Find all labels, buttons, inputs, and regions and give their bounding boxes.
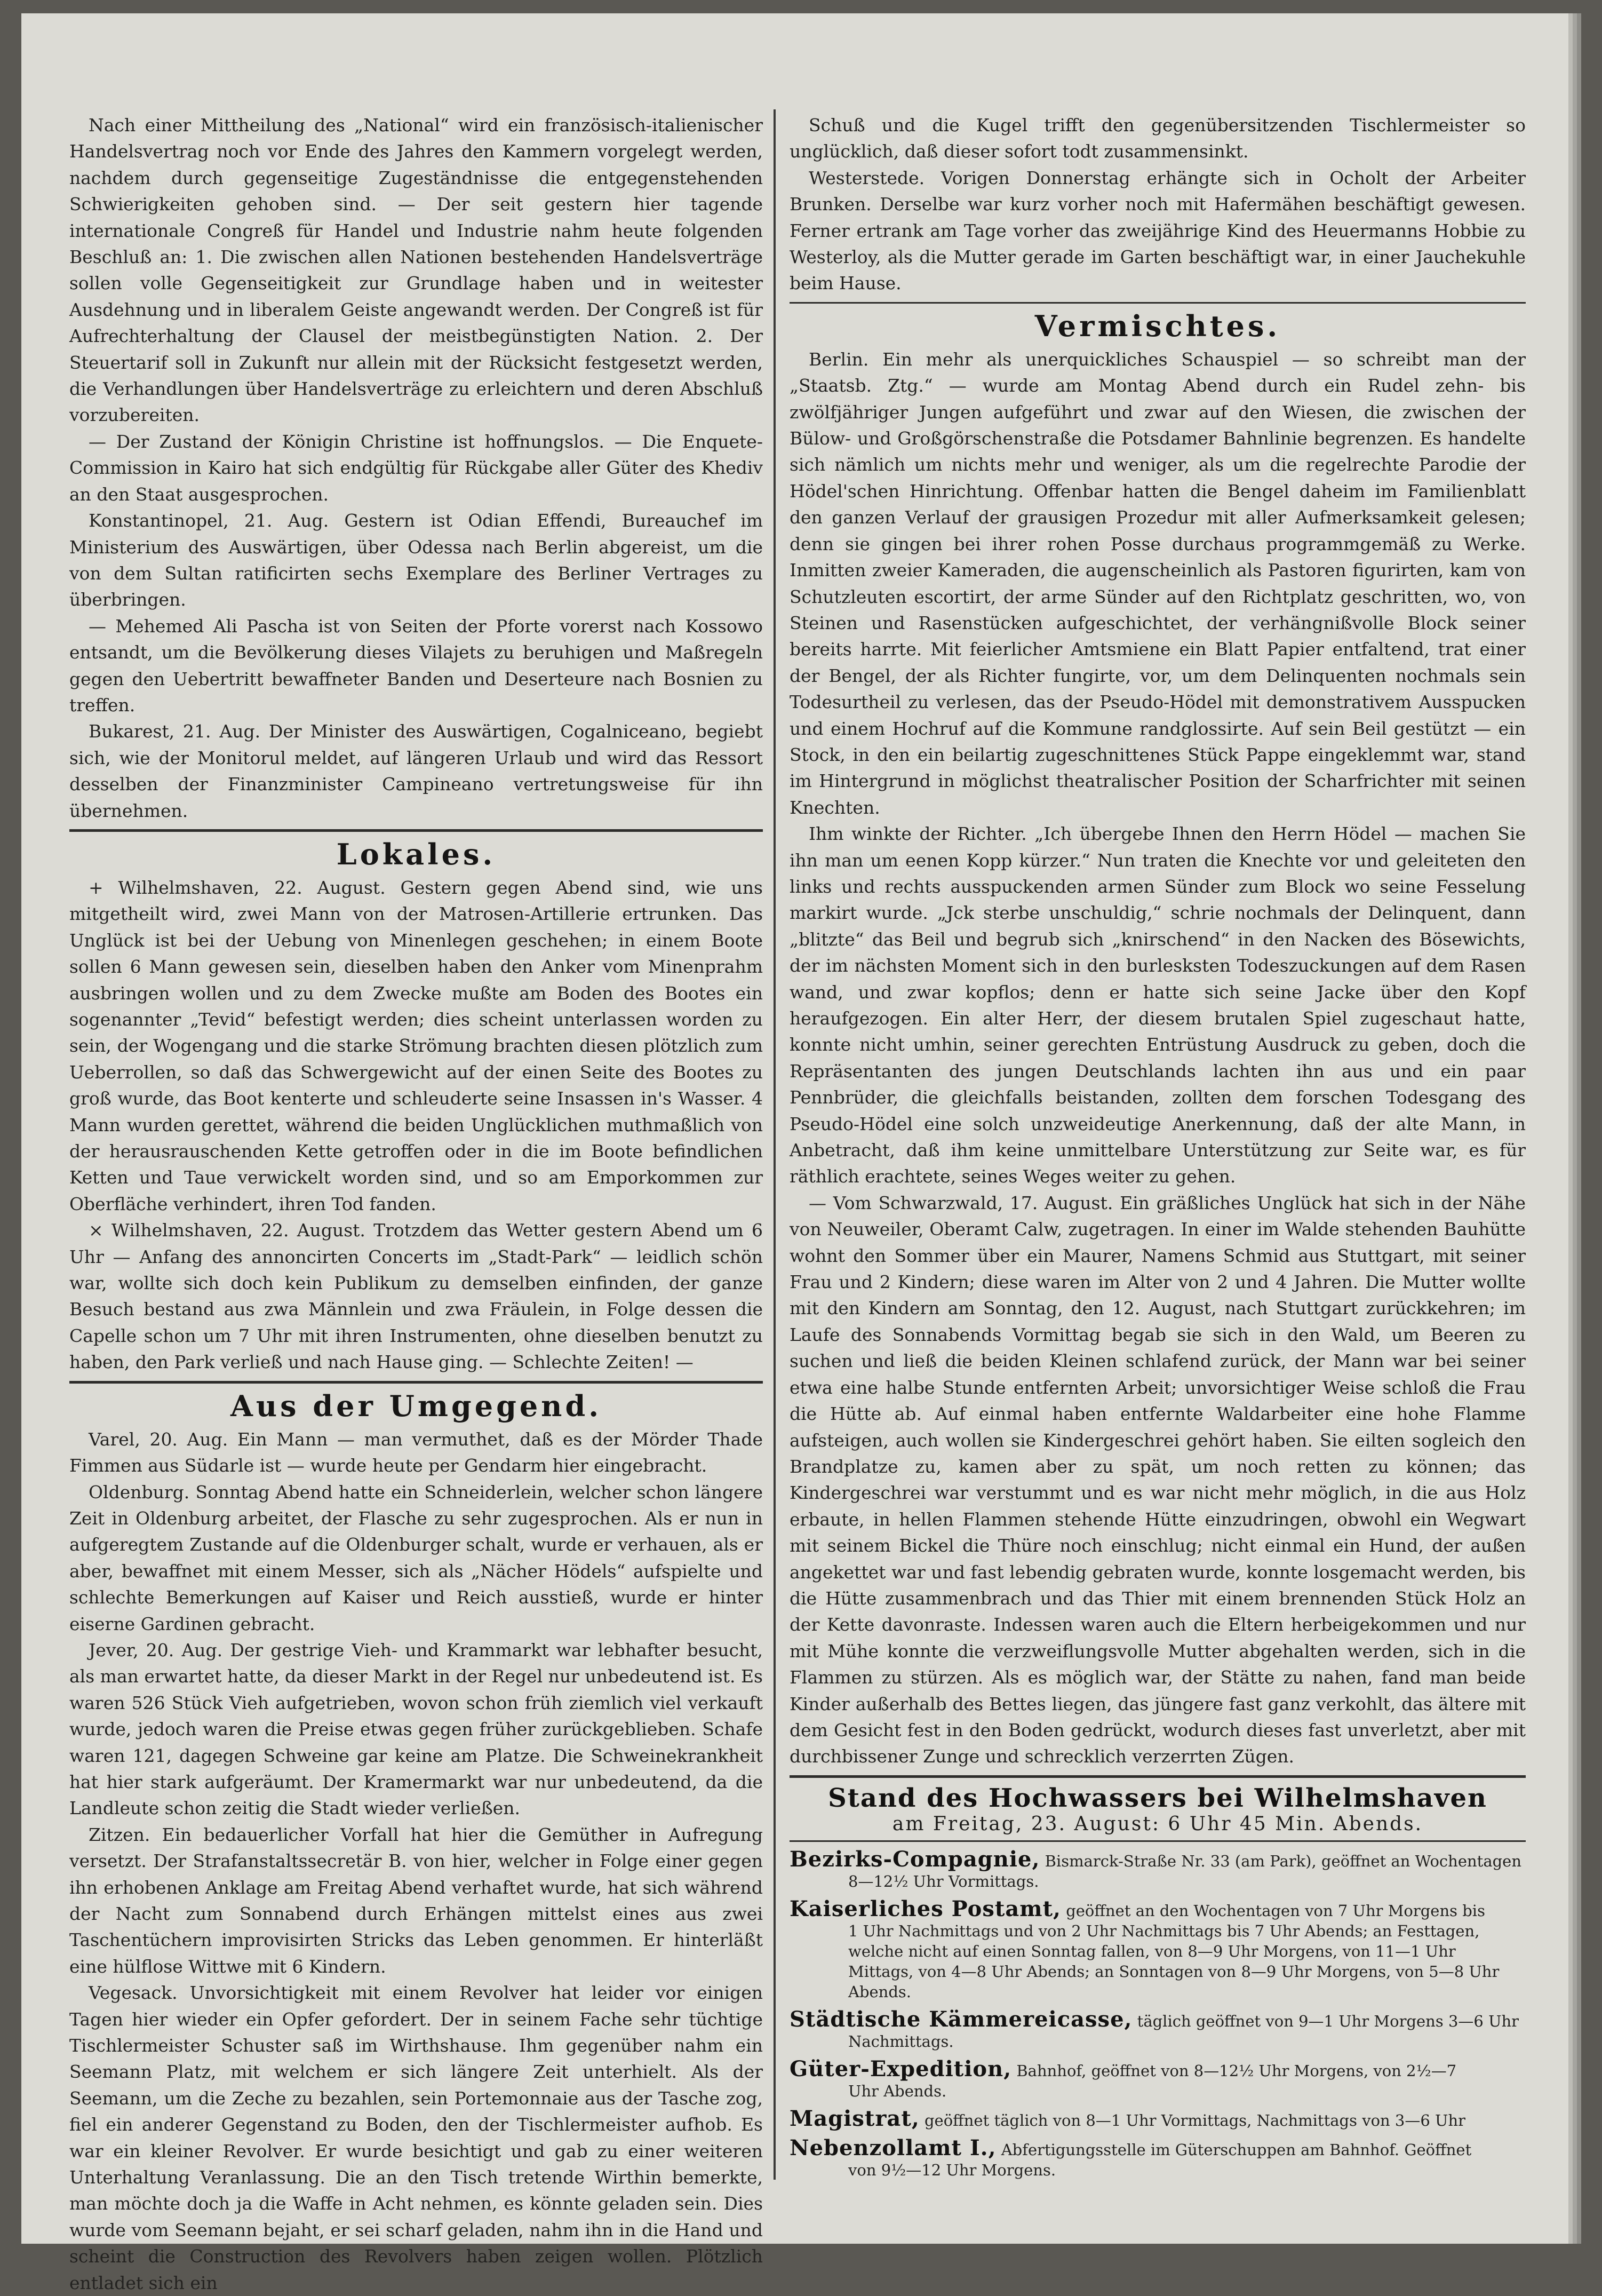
column-divider (774, 109, 776, 2180)
article-paragraph: × Wilhelmshaven, 22. August. Trotzdem das Wetter gestern Abend um 6 Uhr — Anfang des annoncirten Concerts im „Stadt-Park“ — leidlich schön war, wollte sich doch kein Publikum zu demselben einfinden, der ganze Besuch bestand aus zwa Männlein und zwa Fräulein, in Folge dessen die Capelle schon um 7 Uhr mit ihren Instrumenten, ohne dieselben benutzt zu haben, den Park verließ und nach Hause ging. — Schlechte Zeiten! — (69, 1220, 763, 1373)
office-name: Magistrat, (790, 2106, 920, 2131)
article-paragraph: — Vom Schwarzwald, 17. August. Ein gräßliches Unglück hat sich in der Nähe von Neuweiler, Oberamt Calw, zugetragen. In einer im Walde stehenden Bauhütte wohnt den Sommer über ein Maurer, Namens Schmid aus Stuttgart, mit seiner Frau und 2 Kindern; diese waren im Alter von 2 und 4 Jahren. Die Mutter wollte mit den Kindern am Sonntag, den 12. August, nach Stuttgart zurückkehren; im Laufe des Sonnabends Vormittag begab sie sich in den Wald, um Beeren zu suchen und ließ die beiden Kleinen schlafend zurück, der Mann war bei seiner etwa eine halbe Stunde entfernten Arbeit; unvorsichtiger Weise schloß die Frau die Hütte ab. Auf einmal haben entfernte Waldarbeiter eine hohe Flamme aufsteigen, auch wollen sie Kindergeschrei gehört haben. Sie eilten sogleich den Brandplatze zu, kamen aber zu spät, um noch retten zu können; das Kindergeschrei war verstummt und es war nicht mehr möglich, in die aus Holz erbaute, in hellen Flammen stehende Hütte einzudringen, obwohl ein Wegwart mit seinem Bickel die Thüre noch einschlug; nicht einmal ein Hund, der außen angekettet war und fast lebendig gebraten wurde, konnte losgemacht werden, bis die Hütte zusammenbrach und das Thier mit einem brennenden Stück Holz an der Kette davonraste. Indessen waren auch die Eltern herbeigekommen und nur mit Mühe konnte die verzweiflungsvolle Mutter abgehalten werden, sich in die Flammen zu stürzen. Als es möglich war, der Stätte zu nahen, fand man beide Kinder außerhalb des Bettes liegen, das jüngere fast ganz verkohlt, das ältere mit dem Gesicht fest in den Boden gedrückt, wodurch dieses fast unverletzt, aber mit durchbissener Zunge und schrecklich verzerrten Zügen. (790, 1192, 1526, 1767)
office-hours: Nachmittags. (848, 2032, 954, 2051)
office-entry-postamt (790, 1896, 1526, 2002)
office-hours: Uhr Abends. (848, 2082, 947, 2100)
hochwasser-subtitle: am Freitag, 23. August: 6 Uhr 45 Min. Abends. (892, 1813, 1423, 1835)
office-hours: Abfertigungsstelle im Güterschuppen am Bahnhof. Geöffnet (1001, 2140, 1472, 2159)
article-paragraph: Oldenburg. Sonntag Abend hatte ein Schneiderlein, welcher schon längere Zeit in Oldenburg arbeitet, der Flasche zu sehr zugesprochen. Als er nun in aufgeregtem Zustande auf die Oldenburger schalt, wurde er verhauen, als er aber, bewaffnet mit einem Messer, sich als „Nächer Hödels“ aufspielte und schlechte Bemerkungen auf Kaiser und Reich ausstieß, wurde er hinter eiserne Gardinen gebracht. (69, 1481, 763, 1634)
office-entry-bezirks-compagnie (790, 1846, 1526, 1892)
article-paragraph: — Der Zustand der Königin Christine ist hoffnungslos. — Die Enquete-Commission in Kairo hat sich endgültig für Rückgabe aller Güter des Khediv an den Staat ausgesprochen. (69, 431, 763, 505)
office-hours: von 9½—12 Uhr Morgens. (848, 2160, 1056, 2179)
article-paragraph: Bukarest, 21. Aug. Der Minister des Auswärtigen, Cogalniceano, begiebt sich, wie der Monitorul meldet, auf längeren Urlaub und wird das Ressort desselben der Finanzminister Campineano vertretungsweise für ihn übernehmen. (69, 721, 763, 821)
office-name: Kaiserliches Postamt, (790, 1896, 1061, 1921)
office-name: Nebenzollamt I., (790, 2135, 997, 2160)
office-entry-kaemmereicasse (790, 2006, 1526, 2052)
section-rule (69, 829, 763, 832)
office-name: Güter-Expedition, (790, 2056, 1012, 2082)
lokales-heading: Lokales. (336, 837, 496, 871)
article-paragraph: Schuß und die Kugel trifft den gegenübersitzenden Tischlermeister so unglücklich, daß dieser sofort todt zusammensinkt. (790, 115, 1526, 162)
office-name: Bezirks-Compagnie, (790, 1846, 1040, 1872)
office-hours: geöffnet täglich von 8—1 Uhr Vormittags, Nachmittags von 3—6 Uhr (924, 2111, 1466, 2130)
section-rule (790, 1840, 1526, 1842)
left-column (69, 112, 763, 2296)
office-name: Städtische Kämmereicasse, (790, 2006, 1133, 2032)
office-entry-magistrat (790, 2106, 1526, 2131)
office-hours: 8—12½ Uhr Vormittags. (848, 1872, 1039, 1890)
article-paragraph: Vegesack. Unvorsichtigkeit mit einem Revolver hat leider vor einigen Tagen hier wieder ein Opfer gefordert. Der in seinem Fache sehr tüchtige Tischlermeister Schuster saß im Wirthshause. Ihm gegenüber nahm ein Seemann Platz, mit welchem er sich längere Zeit unterhielt. Als der Seemann, um die Zeche zu bezahlen, sein Portemonnaie aus der Tasche zog, fiel ein anderer Gegenstand zu Boden, den der Tischlermeister aufhob. Es war ein kleiner Revolver. Er wurde besichtigt und gab zu einer weiteren Unterhaltung Veranlassung. Die an den Tisch tretende Wirthin bemerkte, man möchte doch ja die Waffe in Acht nehmen, es könnte geladen sein. Dies wurde vom Seemann bejaht, er sei scharf geladen, nahm ihn in die Hand und scheint die Construction des Revolvers haben zeigen wollen. Plötzlich entladet sich ein (69, 1982, 763, 2293)
hochwasser-title: Stand des Hochwassers bei Wilhelmshaven (828, 1783, 1487, 1813)
office-entry-nebenzollamt (790, 2135, 1526, 2180)
office-hours: geöffnet an den Wochentagen von 7 Uhr Morgens bis (1066, 1901, 1485, 1920)
section-rule (69, 1381, 763, 1384)
section-rule (790, 1775, 1526, 1778)
office-hours: Bismarck-Straße Nr. 33 (am Park), geöffnet an Wochentagen (1045, 1852, 1522, 1870)
article-paragraph: Zitzen. Ein bedauerlicher Vorfall hat hier die Gemüther in Aufregung versetzt. Der Strafanstaltssecretär B. von hier, welcher in Folge einer gegen ihn erhobenen Anklage am Freitag Abend verhaftet wurde, hat sich während der Nacht zum Sonnabend durch Erhängen mittelst eines aus zwei Taschentüchern improvisirten Stricks das Leben genommen. Er hinterläßt eine hülflose Wittwe mit 6 Kindern. (69, 1824, 763, 1977)
article-paragraph: Berlin. Ein mehr als unerquickliches Schauspiel — so schreibt man der „Staatsb. Ztg.“ — wurde am Montag Abend durch ein Rudel zehn- bis zwölfjähriger Jungen aufgeführt und zwar auf den Wiesen, die zwischen der Bülow- und Großgörschenstraße die Potsdamer Bahnlinie begrenzen. Es handelte sich nämlich um nichts mehr und weniger, als um die regelrechte Parodie der Hödel'schen Hinrichtung. Offenbar hatten die Bengel daheim im Familienblatt den ganzen Verlauf der grausigen Prozedur mit aller Aufmerksamkeit gelesen; denn sie gingen bei ihrer rohen Posse durchaus programmgemäß zu Werke. Inmitten zweier Kameraden, die augenscheinlich als Pastoren figurirten, kam von Schutzleuten escortirt, der arme Sünder auf den Richtplatz geschritten, wo, von Steinen und Rasenstücken aufgeschichtet, der verhängnißvolle Block seiner bereits harrte. Mit feierlicher Amtsmiene ein Blatt Papier entfaltend, trat einer der Bengel, der als Richter fungirte, vor, um dem Delinquenten nochmals sein Todesurtheil zu verlesen, das der Pseudo-Hödel mit demonstrativem Ausspucken und einem Hochruf auf die Kommune randglossirte. Auf sein Beil gestützt — ein Stock, in den ein beilartig zugeschnittenes Stück Pappe eingeklemmt war, stand im Hintergrund in möglichst theatralischer Position der Scharfrichter mit seinen Knechten. (790, 348, 1526, 818)
office-entry-gueter-expedition (790, 2056, 1526, 2101)
article-paragraph: Ihm winkte der Richter. „Ich übergebe Ihnen den Herrn Hödel — machen Sie ihn man um eenen Kopp kürzer.“ Nun traten die Knechte vor und geleiteten den links und rechts ausspuckenden armen Sünder zum Block wo seine Fesselung markirt wurde. „Jck sterbe unschuldig,“ schrie nochmals der Delinquent, dann „blitzte“ das Beil und begrub sich „knirschend“ in den Nacken des Bösewichts, der im nächsten Moment sich in den burlesksten Todeszuckungen auf dem Rasen wand, und zwar kopflos; denn er hatte sich seine Jacke über den Kopf heraufgezogen. Ein alter Herr, der diesem brutalen Spiel zugeschaut hatte, konnte nicht umhin, seiner gerechten Entrüstung Ausdruck zu geben, doch die Repräsentanten des jungen Deutschlands lachten ihn aus und ein paar Pennbrüder, die gleichfalls beistanden, zollten dem forschen Todesgang des Pseudo-Hödel eine solch unzweideutige Anerkennung, daß der alte Mann, in Anbetracht, daß ihm keine unmittelbare Unterstützung zur Seite war, es für räthlich erachtete, seines Weges weiter zu gehen. (790, 823, 1526, 1187)
article-paragraph: Jever, 20. Aug. Der gestrige Vieh- und Krammarkt war lebhafter besucht, als man erwartet hatte, da dieser Markt in der Regel nur unbedeutend ist. Es waren 526 Stück Vieh aufgetrieben, wovon schon früh ziemlich viel verkauft wurde, jedoch waren die Preise etwas gegen früher zurückgeblieben. Schafe waren 121, dagegen Schweine gar keine am Platze. Die Schweinekrankheit hat hier stark aufgeräumt. Der Kramermarkt war nur unbedeutend, da die Landleute schon zeitig die Stadt wieder verließen. (69, 1639, 763, 1819)
article-paragraph: — Mehemed Ali Pascha ist von Seiten der Pforte vorerst nach Kossowo entsandt, um die Bevölkerung dieses Vilajets zu beruhigen und Maßregeln gegen den Uebertritt bewaffneter Banden und Deserteure nach Bosnien zu treffen. (69, 615, 763, 716)
article-paragraph: Konstantinopel, 21. Aug. Gestern ist Odian Effendi, Bureauchef im Ministerium des Auswärtigen, über Odessa nach Berlin abgereist, um die von dem Sultan ratificirten sechs Exemplare des Berliner Vertrages zu überbringen. (69, 510, 763, 610)
office-hours: Bahnhof, geöffnet von 8—12½ Uhr Morgens, von 2½—7 (1016, 2061, 1457, 2080)
newspaper-page (21, 13, 1568, 2293)
office-hours: 1 Uhr Nachmittags und von 2 Uhr Nachmittags bis 7 Uhr Abends; an Festtagen, welche nicht auf einen Sonntag fallen, von 8—9 Uhr Morgens, von 11—1 Uhr Mittags, von 4—8 Uhr Abends; an Sonntagen von 8—9 Uhr Morgens, von 5—8 Uhr Abends. (848, 1921, 1500, 2001)
umgegend-heading: Aus der Umgegend. (230, 1388, 602, 1423)
vermischtes-heading: Vermischtes. (1034, 308, 1281, 343)
office-hours: täglich geöffnet von 9—1 Uhr Morgens 3—6 Uhr (1137, 2012, 1519, 2030)
article-paragraph: + Wilhelmshaven, 22. August. Gestern gegen Abend sind, wie uns mitgetheilt wird, zwei Mann von der Matrosen-Artillerie ertrunken. Das Unglück ist bei der Uebung von Minenlegen geschehen; in einem Boote sollen 6 Mann gewesen sein, dieselben haben den Anker vom Minenprahm ausbringen wollen und zu dem Zwecke mußte am Boden des Bootes ein sogenannter „Tevid“ befestigt werden; dies scheint unterlassen worden zu sein, der Wogengang und die starke Strömung brachten diesen plötzlich zum Ueberrollen, so daß das Schwergewicht auf der einen Seite des Bootes zu groß wurde, das Boot kenterte und schleuderte seine Insassen in's Wasser. 4 Mann wurden gerettet, während die beiden Unglücklichen muthmaßlich von der herausrauschenden Kette getroffen oder in die im Boote befindlichen Ketten und Taue verwickelt worden sind, und so am Emporkommen zur Oberfläche verhindert, ihren Tod fanden. (69, 877, 763, 1214)
article-paragraph: Westerstede. Vorigen Donnerstag erhängte sich in Ocholt der Arbeiter Brunken. Derselbe war kurz vorher noch mit Hafermähen beschäftigt gewesen. Ferner ertrank am Tage vorher das zweijährige Kind des Heuermanns Hobbie zu Westerloy, als die Mutter gerade im Garten beschäftigt war, in einer Jauchekuhle beim Hause. (790, 167, 1526, 294)
article-paragraph: Nach einer Mittheilung des „National“ wird ein französisch-italienischer Handelsvertrag noch vor Ende des Jahres den Kammern vorgelegt werden, nachdem durch gegenseitige Zugeständnisse die entgegenstehenden Schwierigkeiten gehoben sind. — Der seit gestern hier tagende internationale Congreß für Handel und Industrie nahm heute folgenden Beschluß an: 1. Die zwischen allen Nationen bestehenden Handelsverträge sollen volle Gegenseitigkeit zur Grundlage haben und in weitester Ausdehnung und in liberalem Geiste angewandt werden. Der Congreß ist für Aufrechterhaltung der Clausel der meistbegünstigten Nation. 2. Der Steuertarif soll in Zukunft nur allein mit der Rücksicht festgesetzt werden, die Verhandlungen über Handelsverträge zu erleichtern und deren Abschluß vorzubereiten. (69, 115, 763, 426)
right-column (790, 112, 1526, 2180)
article-paragraph: Varel, 20. Aug. Ein Mann — man vermuthet, daß es der Mörder Thade Fimmen aus Südarle ist — wurde heute per Gendarm hier eingebracht. (69, 1428, 763, 1476)
section-rule (790, 302, 1526, 304)
